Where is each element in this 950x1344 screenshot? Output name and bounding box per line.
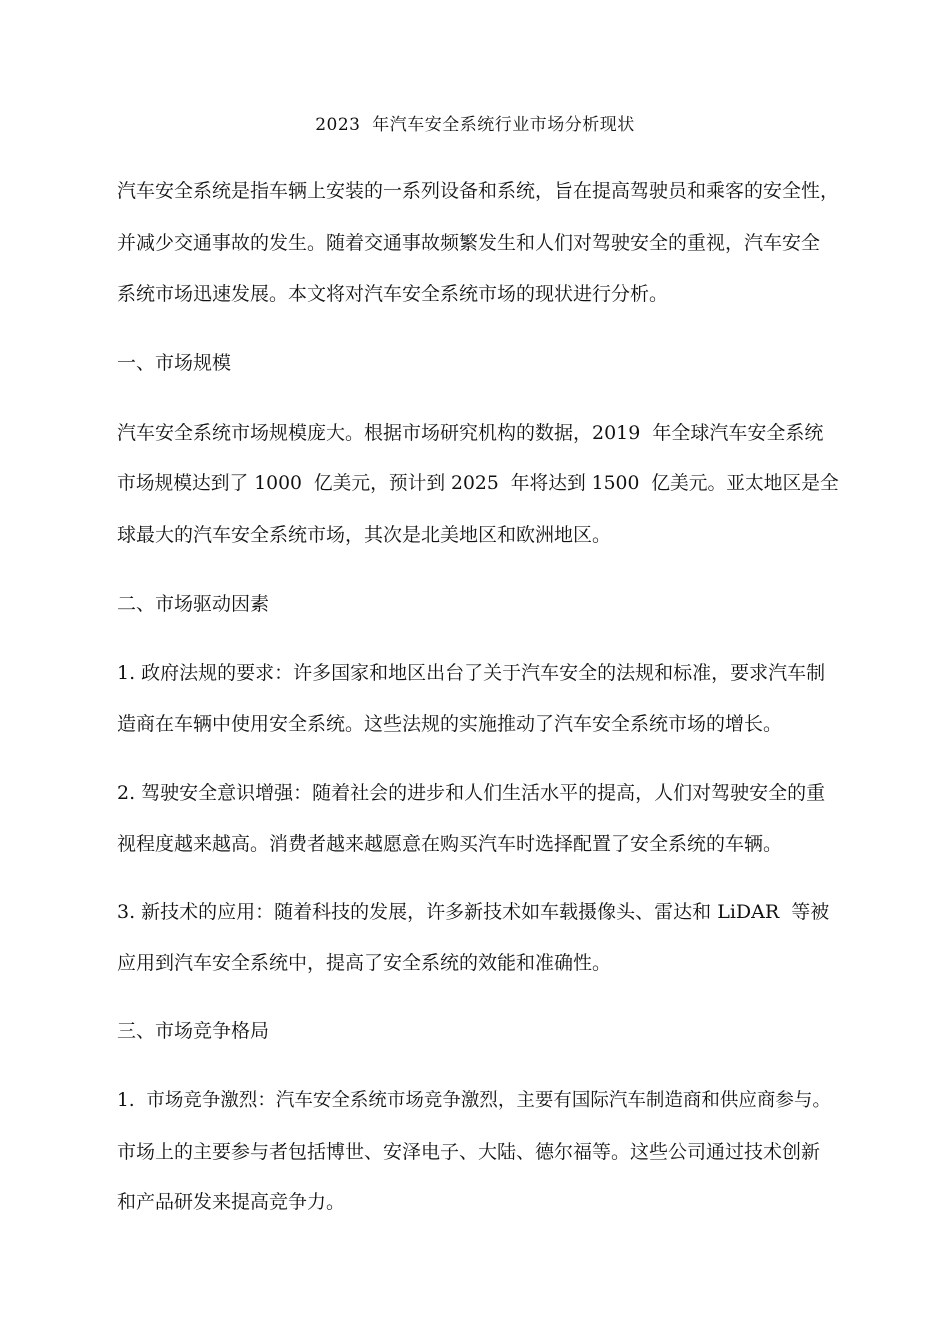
list-item-line: 和产品研发来提高竞争力。: [117, 1191, 346, 1213]
list-item-line: 市场上的主要参与者包括博世、安泽电子、大陆、德尔福等。这些公司通过技术创新: [117, 1141, 821, 1163]
list-item-line: 造商在车辆中使用安全系统。这些法规的实施推动了汽车安全系统市场的增长。: [117, 713, 783, 735]
list-item-line: 2. 驾驶安全意识增强：随着社会的进步和人们生活水平的提高，人们对驾驶安全的重: [117, 782, 826, 804]
section-heading-market-size: 一、市场规模: [117, 352, 232, 374]
paragraph-line: 汽车安全系统市场规模庞大。根据市场研究机构的数据，2019 年全球汽车安全系统: [117, 422, 824, 444]
list-item-line: 应用到汽车安全系统中，提高了安全系统的效能和准确性。: [117, 952, 612, 974]
intro-line: 并减少交通事故的发生。随着交通事故频繁发生和人们对驾驶安全的重视，汽车安全: [117, 232, 821, 254]
paragraph-line: 市场规模达到了 1000 亿美元，预计到 2025 年将达到 1500 亿美元。亚太地区是全: [117, 473, 839, 494]
intro-line: 汽车安全系统是指车辆上安装的一系列设备和系统，旨在提高驾驶员和乘客的安全性，: [117, 180, 840, 202]
list-item-line: 3. 新技术的应用：随着科技的发展，许多新技术如车载摄像头、雷达和 LiDAR 等被: [117, 901, 830, 923]
section-heading-competition: 三、市场竞争格局: [117, 1020, 270, 1042]
list-item-line: 视程度越来越高。消费者越来越愿意在购买汽车时选择配置了安全系统的车辆。: [117, 833, 783, 855]
intro-line: 系统市场迅速发展。本文将对汽车安全系统市场的现状进行分析。: [117, 283, 669, 305]
list-item-line: 1. 政府法规的要求：许多国家和地区出台了关于汽车安全的法规和标准，要求汽车制: [117, 662, 826, 684]
document-title: 2023 年汽车安全系统行业市场分析现状: [315, 115, 635, 135]
section-heading-market-drivers: 二、市场驱动因素: [117, 593, 270, 615]
list-item-line: 1. 市场竞争激烈：汽车安全系统市场竞争激烈，主要有国际汽车制造商和供应商参与。: [117, 1090, 831, 1111]
paragraph-line: 球最大的汽车安全系统市场，其次是北美地区和欧洲地区。: [117, 524, 612, 546]
